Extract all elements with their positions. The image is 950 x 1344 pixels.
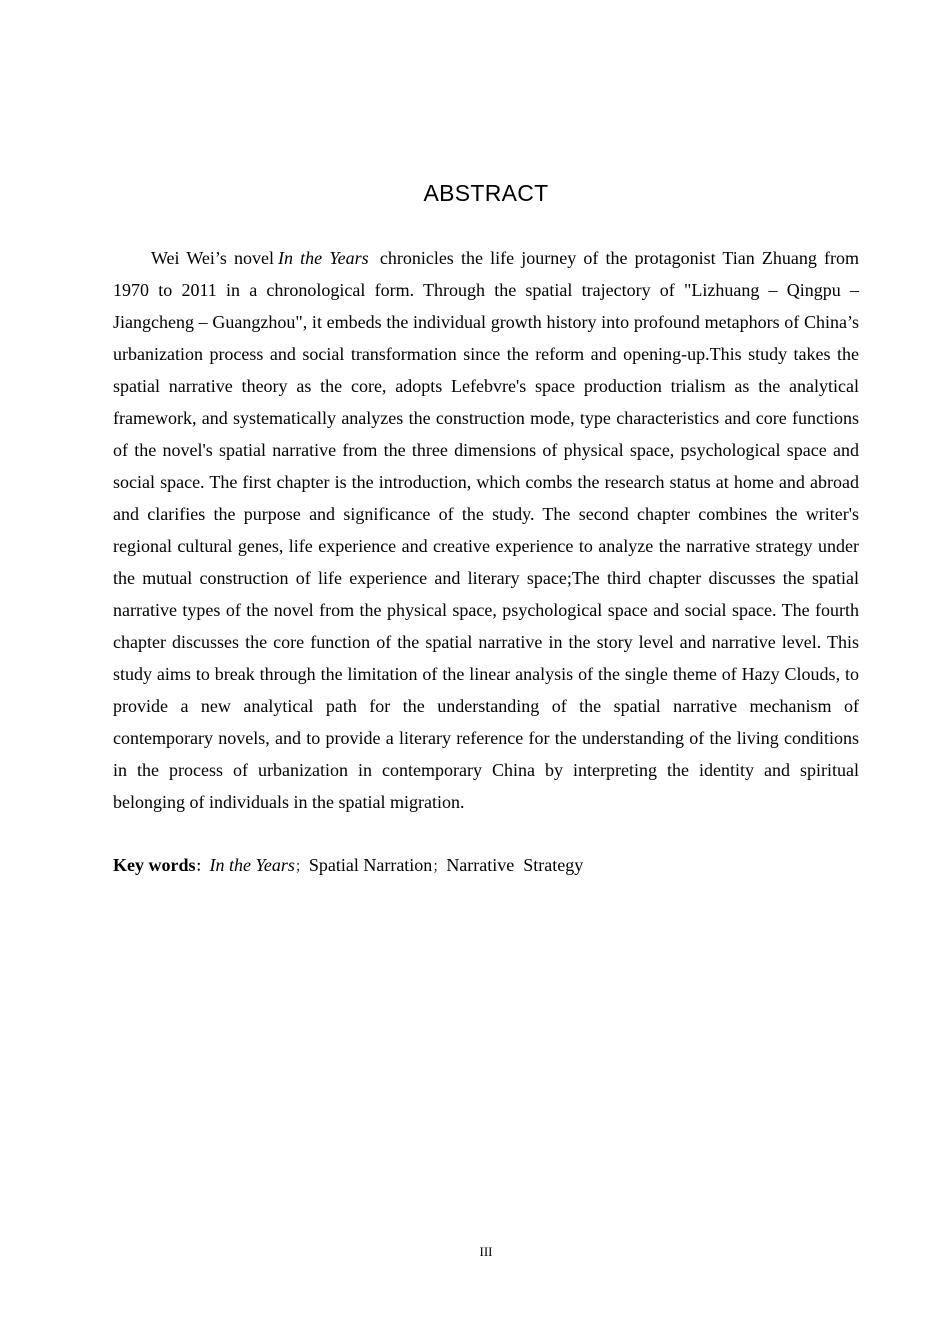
keywords-label: Key words — [113, 855, 196, 875]
keyword-3: Narrative Strategy — [446, 855, 584, 875]
abstract-intro: Wei Wei’s novel — [151, 248, 275, 268]
page-number: III — [479, 1244, 493, 1259]
abstract-text: chronicles the life journey of the protagonist Tian Zhuang from 1970 to 2011 in a chronological form. Through the spatial trajectory of "Lizhuang – Qingpu – Jiangcheng – Guangzhou", it embeds the individual growth history into profound metaphors of China’s urbanization process and social transformation since the reform and opening-up.This study takes the spatial narrative theory as the core, adopts Lefebvre's space production trialism as the analytical framework, and systematically analyzes the construction mode, type characteristics and core functions of the novel's spatial narrative from the three dimensions of physical space, psychological space and social space. The first chapter is the introduction, which combs the research status at home and abroad and clarifies the purpose and significance of the study. The second chapter combines the writer's regional cultural genes, life experience and creative experience to analyze the narrative strategy under the mutual construction of life experience and literary space;The third chapter discusses the spatial narrative types of the novel from the physical space, psychological space and social space. The fourth chapter discusses the core function of the spatial narrative in the story level and narrative level. This study aims to break through the limitation of the linear analysis of the single theme of Hazy Clouds, to provide a new analytical path for the understanding of the spatial narrative mechanism of contemporary novels, and to provide a literary reference for the understanding of the living conditions in the process of urbanization in contemporary China by interpreting the identity and spiritual belonging of individuals in the spatial migration. — [113, 248, 860, 812]
keyword-separator-2: ； — [432, 859, 447, 875]
keyword-2: Spatial Narration — [308, 855, 433, 875]
keywords-line — [113, 849, 859, 883]
abstract-paragraph — [113, 242, 859, 818]
keyword-separator-1: ； — [294, 859, 309, 875]
abstract-title: ABSTRACT — [423, 180, 549, 206]
keyword-1: In the Years — [209, 855, 295, 875]
novel-title: In the Years — [278, 248, 369, 268]
keywords-colon: ： — [195, 859, 210, 875]
